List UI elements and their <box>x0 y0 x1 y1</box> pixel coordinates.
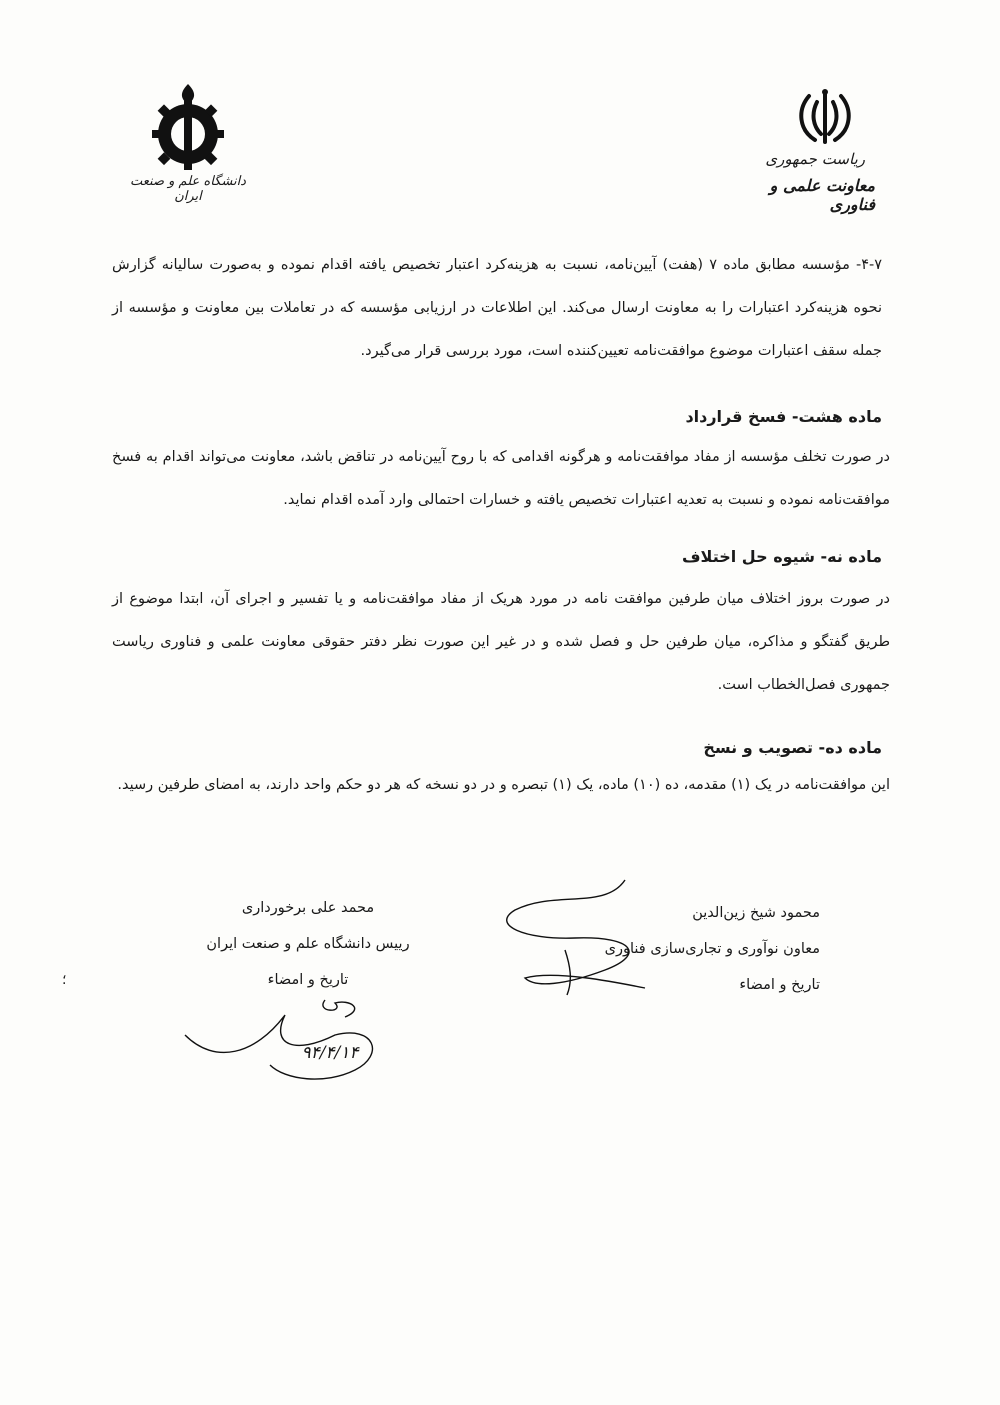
signature-right-scribble <box>495 870 675 1010</box>
signatory-left-name: محمد علی برخورداری <box>241 900 375 916</box>
university-logo <box>118 82 258 202</box>
signatory-right-sign-label: تاریخ و امضاء <box>739 977 820 993</box>
signatory-left-title: رییس دانشگاه علم و صنعت ایران <box>206 936 410 952</box>
article-8-title: ماده هشت- فسخ قرارداد <box>685 407 882 426</box>
vice-presidency-line: معاونت علمی و فناوری <box>769 176 875 214</box>
university-caption: دانشگاه علم و صنعت ایران <box>130 174 246 204</box>
iran-emblem-icon <box>795 88 855 146</box>
presidency-line: ریاست جمهوری <box>765 150 865 168</box>
article-8-text: در صورت تخلف مؤسسه از مفاد موافقت‌نامه و هرگونه اقدامی که با روح آیین‌نامه در تناقض باشد، معاونت می‌تواند اقدام به فسخ موافقت‌نامه نموده و نسبت به تعدیه اعتبارات تخصیص یافته و خسارات احتمالی وارد آمده اقدام نماید. <box>112 449 890 508</box>
signatory-right-title: معاون نوآوری و تجاری‌سازی فناوری <box>604 941 820 957</box>
article-10-title: ماده ده- تصویب و نسخ <box>703 738 882 757</box>
gear-torch-icon <box>140 82 236 172</box>
signatory-left-sign-label: تاریخ و امضاء <box>267 972 349 988</box>
margin-mark: ؛ <box>62 972 67 988</box>
signatory-right-name: محمود شیخ زین‌الدین <box>692 905 820 921</box>
handwritten-date: ۹۴/۴/۱۴ <box>301 1043 359 1063</box>
presidency-logo <box>755 88 895 213</box>
article-9-title: ماده نه- شیوه حل اختلاف <box>681 547 882 566</box>
article-9-text: در صورت بروز اختلاف میان طرفین موافقت نامه در مورد هریک از مفاد موافقت‌نامه و یا تفسیر و اجرای آن، ابتدا موضوع از طریق گفتگو و مذاکره، میان طرفین حل و فصل شده و در غیر این صورت نظر دفتر حقوقی معاونت علمی و فناوری ریاست جمهوری فصل‌الخطاب است. <box>112 591 890 693</box>
signatory-left <box>178 890 438 998</box>
clause-4-7: ۴-۷- مؤسسه مطابق ماده ۷ (هفت) آیین‌نامه، نسبت به هزینه‌کرد اعتبار تخصیص یافته اقدام نموده و به‌صورت سالیانه گزارش نحوه هزینه‌کرد اعتبارات را به معاونت ارسال می‌کند. این اطلاعات در ارزیابی مؤسسه که در تعاملات بین معاونت و مؤسسه از جمله سقف اعتبارات موضوع موافقت‌نامه تعیین‌کننده است، مورد بررسی قرار می‌گیرد. <box>112 257 883 359</box>
article-10-text: این موافقت‌نامه در یک (۱) مقدمه، ده (۱۰) ماده، یک (۱) تبصره و در دو نسخه که هر دو حکم واحد دارند، به امضای طرفین رسید. <box>117 777 890 793</box>
